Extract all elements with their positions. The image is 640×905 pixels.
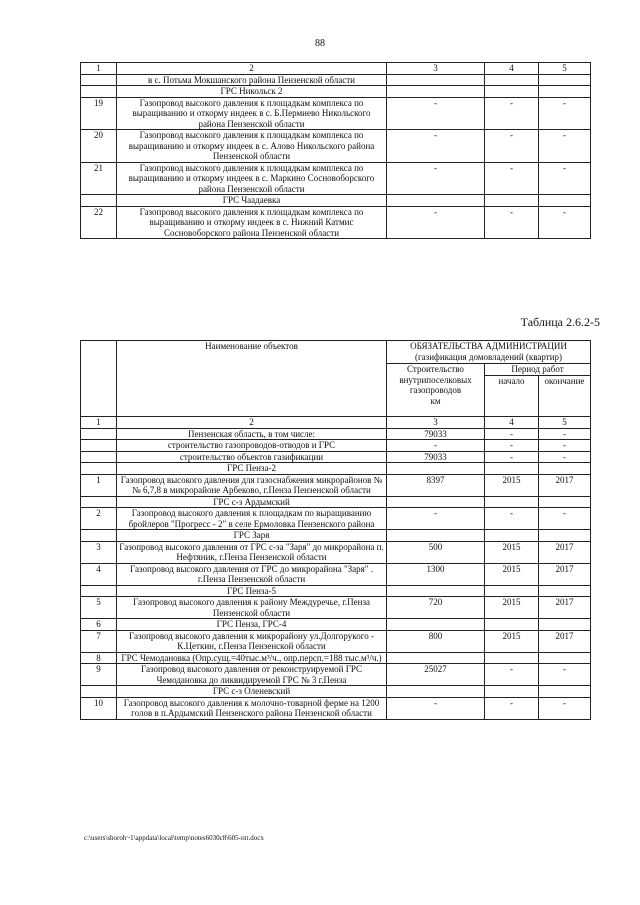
table-row (81, 630, 591, 652)
table-cell (485, 463, 539, 475)
table-cell: 1 (81, 474, 117, 496)
table-cell (81, 686, 117, 698)
table-cell: 2017 (539, 597, 591, 619)
table-cell: 8397 (387, 474, 485, 496)
table-cell (539, 195, 591, 207)
table-cell (81, 428, 117, 440)
col-num: 4 (485, 417, 539, 429)
table-cell: - (485, 428, 539, 440)
table-cell: 3 (387, 63, 485, 75)
table-cell: Газопровод высокого давления к молочно-товарной ферме на 1200 голов в п.Ардымский Пензенского района Пензенской области (117, 697, 387, 719)
table-cell: - (539, 206, 591, 239)
table-cell: 7 (81, 630, 117, 652)
table-cell: в с. Потьма Мокшанского района Пензенской области (117, 74, 387, 86)
table-cell (485, 195, 539, 207)
table-cell (387, 74, 485, 86)
table-cell (539, 496, 591, 508)
table-cell: - (485, 451, 539, 463)
table-row (81, 74, 591, 86)
table-cell: 2015 (485, 541, 539, 563)
table-cell: Газопровод высокого давления от ГРС до микрорайона "Заря" . г.Пенза Пензенской области (117, 563, 387, 585)
header-build-text: Строительство внутрипоселковых газопроводов (399, 364, 472, 395)
table-cell: Газопровод высокого давления к площадкам комплекса по выращиванию и откорму индеек в с. Б.Пермиево Никольского района Пензенской области (117, 97, 387, 130)
table-cell (81, 195, 117, 207)
grs-row (81, 463, 591, 475)
table-row (81, 541, 591, 563)
table-cell (539, 585, 591, 597)
table-row (81, 474, 591, 496)
table-cell: строительство объектов газификации (117, 451, 387, 463)
header-name: Наименование объектов (117, 341, 387, 417)
table-cell: ГРС Чаадаевка (117, 195, 387, 207)
table-cell: - (539, 451, 591, 463)
table-cell: 5 (539, 63, 591, 75)
table-row (81, 130, 591, 163)
table-cell: 2017 (539, 541, 591, 563)
table-cell: 2015 (485, 474, 539, 496)
table-cell (539, 686, 591, 698)
table-cell (387, 686, 485, 698)
table-cell: Пензенская область, в том числе: (117, 428, 387, 440)
grs-row (81, 686, 591, 698)
table-cell (81, 440, 117, 452)
table-cell: - (387, 206, 485, 239)
header-start: начало (485, 376, 539, 417)
page-number: 88 (315, 38, 325, 49)
table-cell: 2017 (539, 474, 591, 496)
table-row (81, 451, 591, 463)
table-cell: ГРС Пенза-2 (117, 463, 387, 475)
table-cell: 500 (387, 541, 485, 563)
table-cell: - (539, 664, 591, 686)
table-row (81, 162, 591, 195)
table-cell: 6 (81, 619, 117, 631)
table-cell: 8 (81, 652, 117, 664)
table-cell: - (539, 697, 591, 719)
table-header-row (81, 341, 591, 364)
table-cell: 25027 (387, 664, 485, 686)
table-cell: 5 (81, 597, 117, 619)
table-cell (485, 619, 539, 631)
table-cell (387, 619, 485, 631)
table-cell: 19 (81, 97, 117, 130)
header-period: Период работ (485, 364, 591, 376)
table-cell: ГРС с-з Ардымский (117, 496, 387, 508)
grs-row (81, 496, 591, 508)
table-cell: Газопровод высокого давления от реконструируемой ГРС Чемодановка до ликвидируемой ГРС № 3 г.Пенза (117, 664, 387, 686)
table-cell: - (387, 97, 485, 130)
table-row (81, 440, 591, 452)
table-cell: - (485, 130, 539, 163)
table-cell (485, 585, 539, 597)
table-cell: - (387, 440, 485, 452)
table-cell (485, 686, 539, 698)
table-cell: 2017 (539, 630, 591, 652)
table-cell (485, 86, 539, 98)
table-cell (387, 195, 485, 207)
table-cell: - (539, 508, 591, 530)
table-cell: 720 (387, 597, 485, 619)
table-cell: - (387, 697, 485, 719)
column-number-row (81, 417, 591, 429)
table-cell (81, 585, 117, 597)
table-cell (81, 463, 117, 475)
table-cell (81, 530, 117, 542)
table-cell: - (485, 162, 539, 195)
header-end: окончание (539, 376, 591, 417)
column-number-row (81, 63, 591, 75)
table-cell (387, 585, 485, 597)
table-cell (539, 530, 591, 542)
table-cell: Газопровод высокого давления от ГРС с-за "Заря" до микрорайона п. Нефтяник, г.Пенза Пензенской области (117, 541, 387, 563)
table-caption: Таблица 2.6.2-5 (520, 315, 600, 329)
table-cell: ГРС Никольск 2 (117, 86, 387, 98)
table-cell: - (485, 664, 539, 686)
col-num: 2 (117, 417, 387, 429)
col-num: 3 (387, 417, 485, 429)
table-cell (485, 74, 539, 86)
table-cell: ГРС с-з Оленевский (117, 686, 387, 698)
table-cell (81, 451, 117, 463)
table-cell: 4 (485, 63, 539, 75)
table-cell: - (485, 697, 539, 719)
grs-row (81, 585, 591, 597)
header-group: ОБЯЗАТЕЛЬСТВА АДМИНИСТРАЦИИ (газификация домовладений (квартир) (387, 341, 591, 364)
table-cell: 1 (81, 63, 117, 75)
table-row (81, 563, 591, 585)
table-row (81, 652, 591, 664)
table-cell: - (485, 440, 539, 452)
table-cell: 21 (81, 162, 117, 195)
table-cell (539, 652, 591, 664)
table-cell: - (387, 508, 485, 530)
table-cell (539, 619, 591, 631)
table-cell (81, 86, 117, 98)
table-cell: 79033 (387, 451, 485, 463)
table-row (81, 428, 591, 440)
table-cell (387, 86, 485, 98)
table-row (81, 206, 591, 239)
table-cell: 2017 (539, 563, 591, 585)
table-row (81, 664, 591, 686)
table-cell: ГРС Пенза, ГРС-4 (117, 619, 387, 631)
table-cell: 2 (117, 63, 387, 75)
table-cell (485, 496, 539, 508)
table-cell: 2 (81, 508, 117, 530)
header-unit: км (430, 395, 441, 406)
table-cell (485, 652, 539, 664)
table-cell: Газопровод высокого давления для газоснабжения микрорайонов №№ 6,7,8 в микрорайоне Арбеково, г.Пенза Пензенской области (117, 474, 387, 496)
table-row (81, 697, 591, 719)
table-cell: Газопровод высокого давления к площадкам комплекса по выращиванию и откорму индеек в с. Маркино Сосновоборского района Пензенской области (117, 162, 387, 195)
table-cell: - (539, 130, 591, 163)
table-cell (387, 463, 485, 475)
table-row (81, 508, 591, 530)
table-row (81, 597, 591, 619)
table-cell: - (485, 206, 539, 239)
table-cell (81, 74, 117, 86)
table-cell: 4 (81, 563, 117, 585)
table-cell: - (539, 440, 591, 452)
header-build (387, 364, 485, 417)
table-cell (539, 86, 591, 98)
grs-row (81, 86, 591, 98)
table-cell (387, 530, 485, 542)
footer-file-path: c:\users\shoroh~1\appdata\local\temp\notes6030c8\605-пп.docx (84, 834, 264, 842)
header-blank (81, 341, 117, 417)
table-cell: Газопровод высокого давления к площадкам по выращиванию бройлеров "Прогресс - 2" в селе Ермоловка Пензенского района (117, 508, 387, 530)
table-cell: - (539, 162, 591, 195)
table-cell (539, 463, 591, 475)
table-cell (387, 496, 485, 508)
grs-row (81, 195, 591, 207)
table-cell: 20 (81, 130, 117, 163)
table-cell: ГРС Чемодановка (Опр.сущ.=40тыс.м³/ч., опр.персп.=188 тыс.м³/ч.) (117, 652, 387, 664)
table-cell: 2015 (485, 597, 539, 619)
table-cell: Газопровод высокого давления к площадкам комплекса по выращиванию и откорму индеек в с. Нижний Катмис Сосновоборского района Пензенской области (117, 206, 387, 239)
table-cell: 1300 (387, 563, 485, 585)
table-cell: - (387, 130, 485, 163)
table-cell (539, 74, 591, 86)
table-cell: ГРС Заря (117, 530, 387, 542)
table-cell: 800 (387, 630, 485, 652)
table-cell: - (387, 162, 485, 195)
table-cell: строительство газопроводов-отводов и ГРС (117, 440, 387, 452)
table-cell: Газопровод высокого давления к микрорайону ул.Долгорукого - К.Цеткин, г.Пенза Пензенской области (117, 630, 387, 652)
table-cell: 22 (81, 206, 117, 239)
table-cell: 2015 (485, 630, 539, 652)
table-cell: Газопровод высокого давления к площадкам комплекса по выращиванию и откорму индеек в с. Алово Никольского района Пензенской области (117, 130, 387, 163)
table-cell: 3 (81, 541, 117, 563)
table-cell (387, 652, 485, 664)
table-cell: - (539, 97, 591, 130)
table-cell: - (539, 428, 591, 440)
table-cell: - (485, 508, 539, 530)
col-num: 1 (81, 417, 117, 429)
table-cell: 10 (81, 697, 117, 719)
table-cell: Газопровод высокого давления к району Междуречье, г.Пенза Пензенской области (117, 597, 387, 619)
table-2-6-2-5 (80, 340, 591, 720)
table-cell: 9 (81, 664, 117, 686)
table-cell (81, 496, 117, 508)
table-cell: ГРС Пенза-5 (117, 585, 387, 597)
col-num: 5 (539, 417, 591, 429)
table-cell (485, 530, 539, 542)
table-cell: 2015 (485, 563, 539, 585)
table-row (81, 97, 591, 130)
grs-row (81, 530, 591, 542)
table-cell: - (485, 97, 539, 130)
table-continuation (80, 62, 591, 239)
table-cell: 79033 (387, 428, 485, 440)
grs-row (81, 619, 591, 631)
